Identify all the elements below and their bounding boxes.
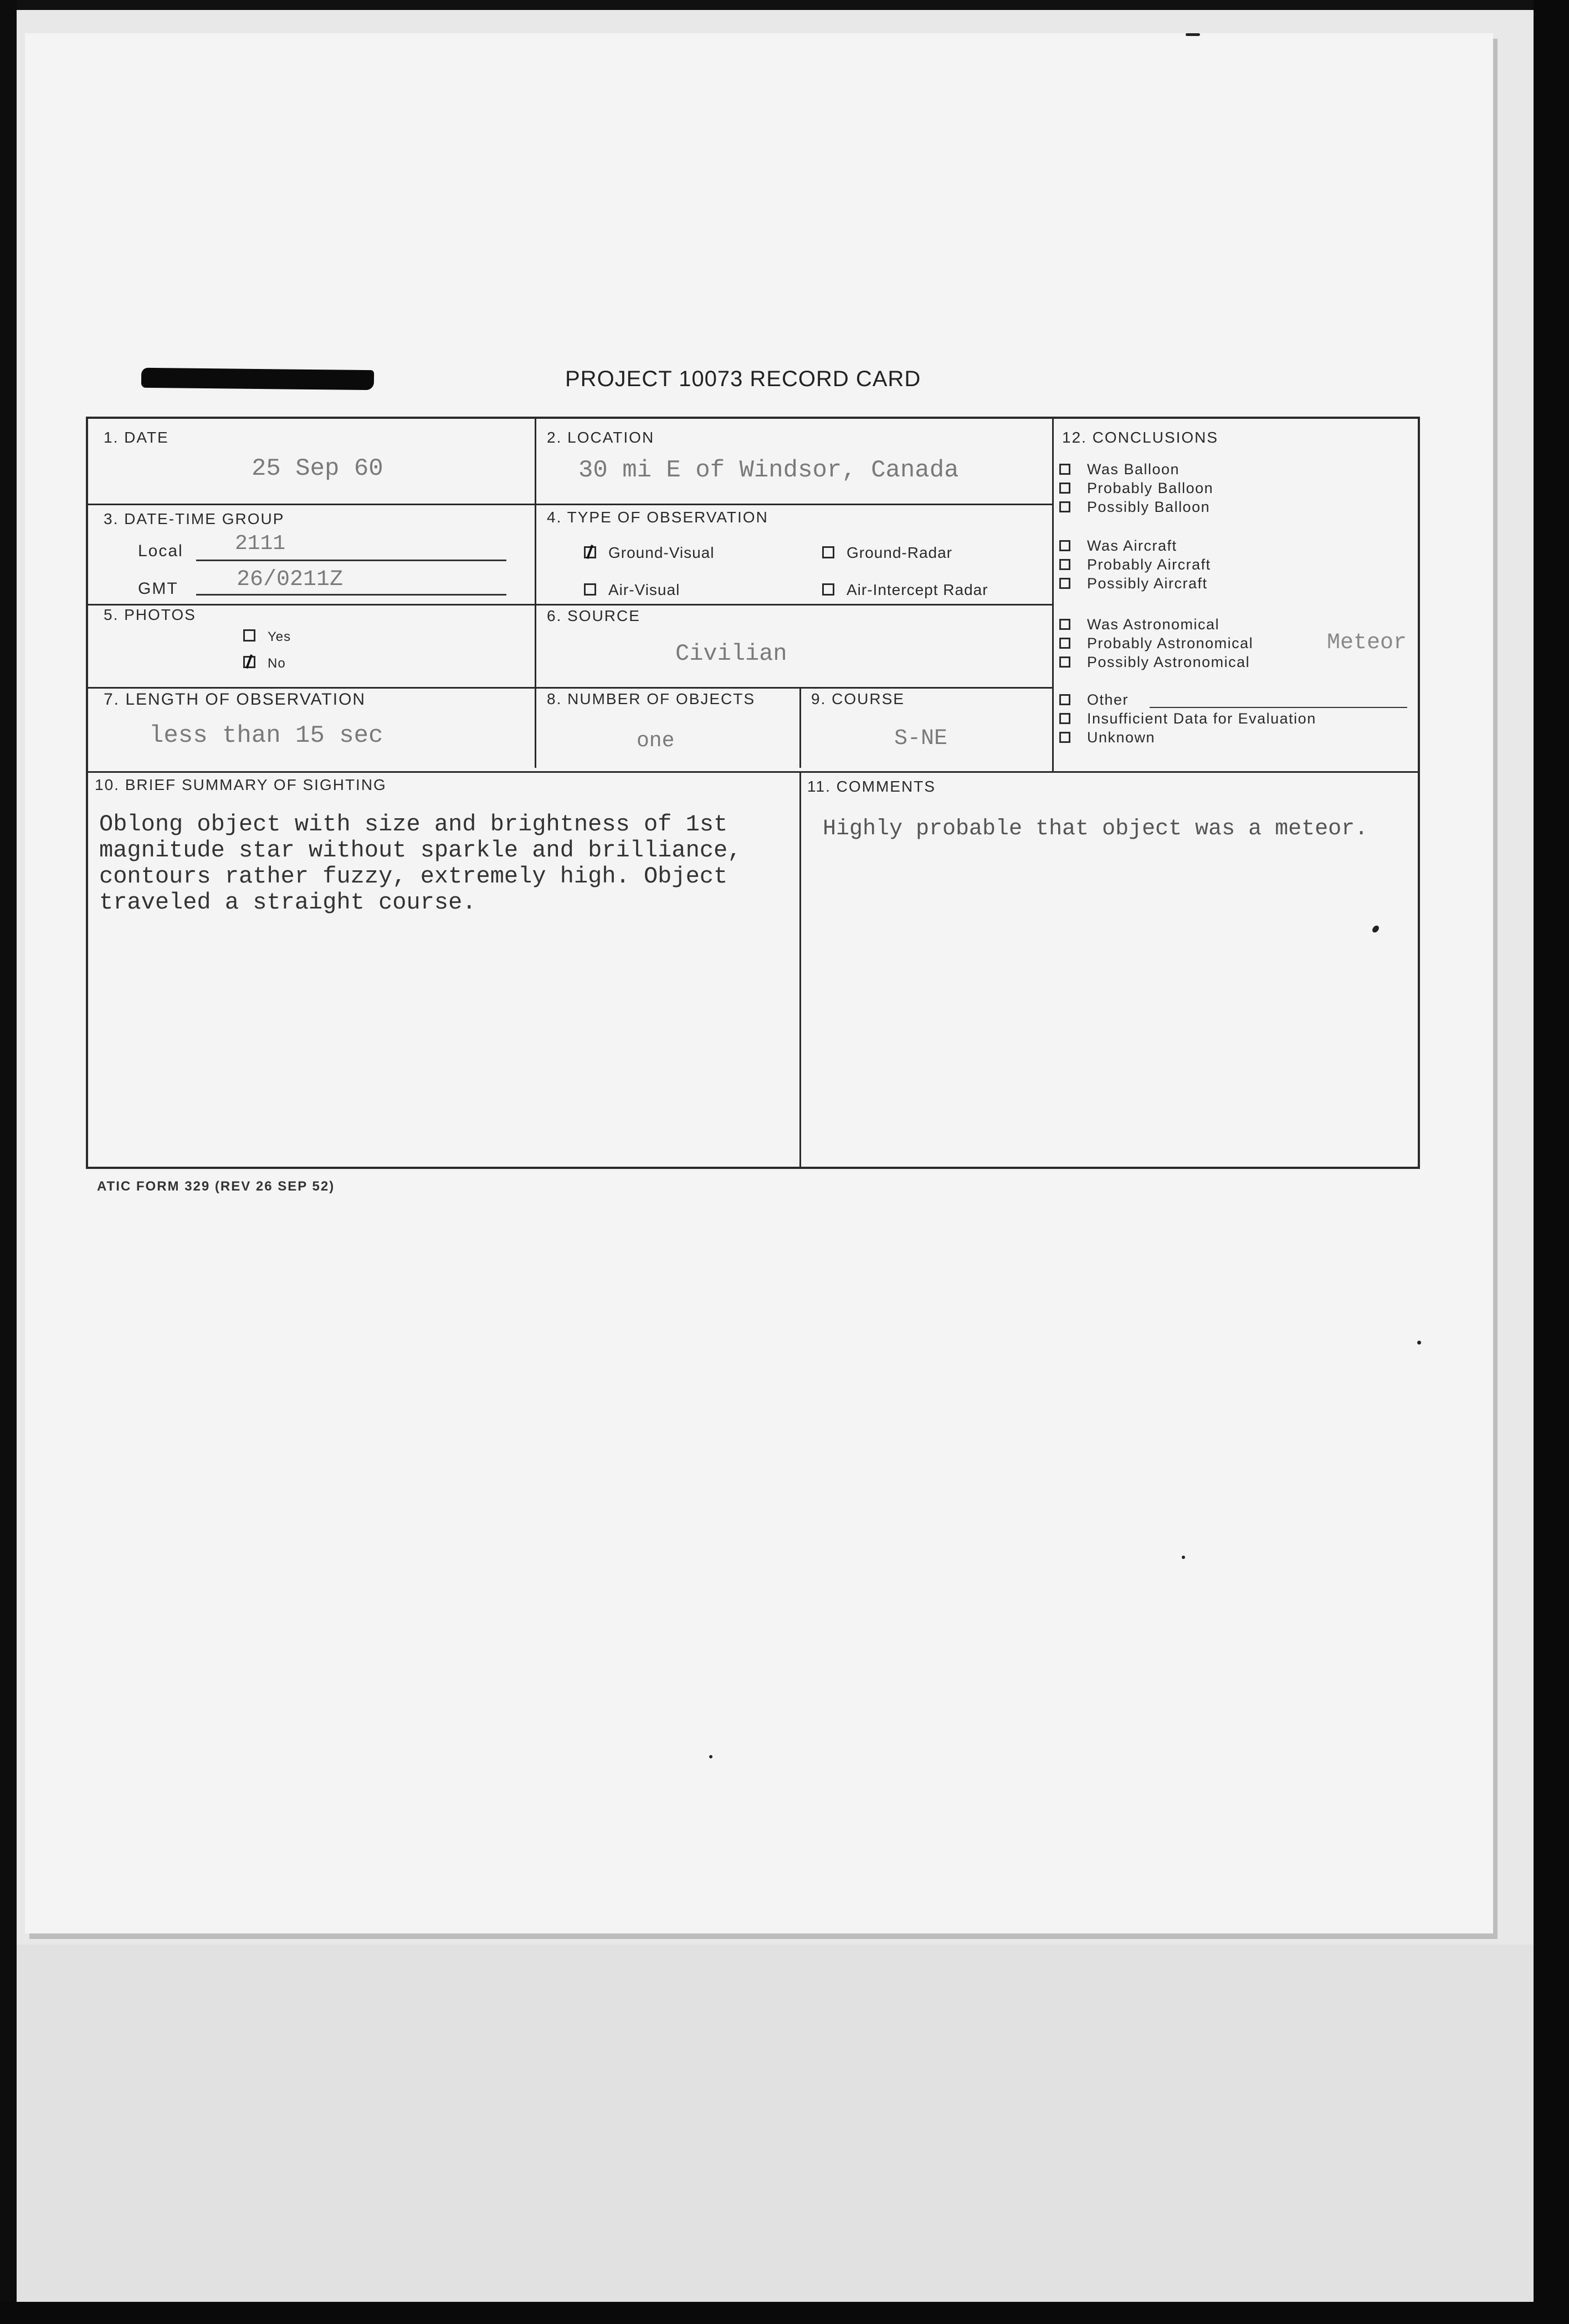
conclusion-probably-aircraft[interactable]: Probably Aircraft bbox=[1059, 555, 1211, 574]
row-divider-3 bbox=[88, 687, 1052, 689]
divider-summary-comments bbox=[799, 772, 801, 1169]
row-divider-1 bbox=[88, 504, 1052, 505]
row-divider-4 bbox=[88, 771, 1420, 773]
film-border-bottom bbox=[0, 2302, 1569, 2324]
checkbox-ground-visual[interactable] bbox=[584, 546, 596, 558]
checkbox-possibly-balloon[interactable] bbox=[1059, 501, 1070, 512]
checkbox-was-aircraft[interactable] bbox=[1059, 540, 1070, 551]
divider-count-course bbox=[799, 687, 801, 768]
source-value: Civilian bbox=[675, 640, 787, 667]
summary-line-1: Oblong object with size and brightness of 1st bbox=[99, 811, 728, 838]
checkbox-unknown[interactable] bbox=[1059, 732, 1070, 743]
course-label: 9. COURSE bbox=[811, 690, 905, 707]
course-value: S-NE bbox=[894, 726, 948, 751]
conclusion-possibly-aircraft[interactable]: Possibly Aircraft bbox=[1059, 574, 1208, 593]
option-air-intercept-radar[interactable]: Air-Intercept Radar bbox=[822, 581, 988, 599]
summary-line-4: traveled a straight course. bbox=[99, 889, 476, 916]
conclusion-unknown[interactable]: Unknown bbox=[1059, 728, 1155, 747]
speck bbox=[1182, 1556, 1185, 1559]
film-border-top bbox=[0, 0, 1569, 10]
summary-line-3: contours rather fuzzy, extremely high. Object bbox=[99, 863, 728, 890]
option-air-visual[interactable]: Air-Visual bbox=[584, 581, 680, 599]
conclusion-was-balloon[interactable]: Was Balloon bbox=[1059, 460, 1180, 479]
checkbox-insufficient-data[interactable] bbox=[1059, 713, 1070, 724]
conclusion-annotation: Meteor bbox=[1327, 630, 1407, 655]
option-photos-no[interactable]: No bbox=[243, 656, 286, 671]
checkbox-possibly-astronomical[interactable] bbox=[1059, 656, 1070, 668]
number-of-objects-label: 8. NUMBER OF OBJECTS bbox=[547, 690, 756, 707]
comments-value: Highly probable that object was a meteor. bbox=[823, 817, 1368, 842]
comments-label: 11. COMMENTS bbox=[807, 778, 936, 795]
date-time-group-label: 3. DATE-TIME GROUP bbox=[104, 510, 285, 527]
checkbox-ground-radar[interactable] bbox=[822, 546, 834, 558]
row-divider-2 bbox=[88, 604, 1052, 606]
conclusion-possibly-balloon[interactable]: Possibly Balloon bbox=[1059, 497, 1210, 516]
speck bbox=[1186, 33, 1200, 36]
card-title: PROJECT 10073 RECORD CARD bbox=[565, 367, 921, 391]
checkbox-was-balloon[interactable] bbox=[1059, 464, 1070, 475]
speck bbox=[709, 1755, 712, 1758]
checkbox-was-astronomical[interactable] bbox=[1059, 619, 1070, 630]
gmt-value: 26/0211Z bbox=[237, 567, 343, 592]
checkbox-other[interactable] bbox=[1059, 694, 1070, 705]
speck bbox=[1417, 1341, 1421, 1345]
conclusion-was-aircraft[interactable]: Was Aircraft bbox=[1059, 536, 1177, 555]
conclusion-other[interactable]: Other bbox=[1059, 690, 1129, 709]
divider-col-concl bbox=[1052, 419, 1054, 772]
conclusion-insufficient-data[interactable]: Insufficient Data for Evaluation bbox=[1059, 709, 1316, 728]
gmt-line bbox=[196, 594, 506, 596]
checkbox-air-intercept-radar[interactable] bbox=[822, 583, 834, 596]
length-label: 7. LENGTH OF OBSERVATION bbox=[104, 690, 366, 709]
location-label: 2. LOCATION bbox=[547, 429, 655, 446]
film-border-right bbox=[1534, 0, 1569, 2324]
conclusion-was-astronomical[interactable]: Was Astronomical bbox=[1059, 615, 1219, 634]
option-ground-radar[interactable]: Ground-Radar bbox=[822, 544, 952, 562]
length-value: less than 15 sec bbox=[149, 722, 383, 750]
conclusion-probably-balloon[interactable]: Probably Balloon bbox=[1059, 479, 1213, 497]
local-time-label: Local bbox=[138, 542, 183, 560]
local-time-value: 2111 bbox=[235, 532, 286, 556]
number-of-objects-value: one bbox=[637, 729, 675, 753]
checkbox-air-visual[interactable] bbox=[584, 583, 596, 596]
conclusions-label: 12. CONCLUSIONS bbox=[1062, 429, 1219, 446]
date-label: 1. DATE bbox=[104, 429, 169, 446]
option-photos-yes[interactable]: Yes bbox=[243, 629, 291, 645]
film-border-left bbox=[0, 0, 17, 2324]
divider-col2 bbox=[535, 419, 536, 768]
local-time-line bbox=[196, 560, 506, 561]
checkbox-probably-aircraft[interactable] bbox=[1059, 559, 1070, 570]
underlying-page bbox=[17, 1945, 1534, 2302]
redaction-mark bbox=[141, 368, 374, 390]
option-ground-visual[interactable]: Ground-Visual bbox=[584, 544, 714, 562]
observation-type-label: 4. TYPE OF OBSERVATION bbox=[547, 509, 768, 526]
conclusion-possibly-astronomical[interactable]: Possibly Astronomical bbox=[1059, 653, 1250, 671]
source-label: 6. SOURCE bbox=[547, 607, 640, 624]
checkbox-possibly-aircraft[interactable] bbox=[1059, 578, 1070, 589]
summary-label: 10. BRIEF SUMMARY OF SIGHTING bbox=[95, 776, 387, 793]
date-value: 25 Sep 60 bbox=[252, 455, 383, 483]
checkbox-photos-yes[interactable] bbox=[243, 629, 255, 642]
checkbox-photos-no[interactable] bbox=[243, 656, 255, 668]
conclusion-probably-astronomical[interactable]: Probably Astronomical bbox=[1059, 634, 1253, 653]
form-id: ATIC FORM 329 (REV 26 SEP 52) bbox=[97, 1179, 335, 1194]
checkbox-probably-astronomical[interactable] bbox=[1059, 638, 1070, 649]
location-value: 30 mi E of Windsor, Canada bbox=[578, 456, 959, 484]
checkbox-probably-balloon[interactable] bbox=[1059, 483, 1070, 494]
record-card bbox=[86, 417, 1420, 1169]
photos-label: 5. PHOTOS bbox=[104, 606, 196, 623]
other-line bbox=[1150, 707, 1407, 708]
gmt-label: GMT bbox=[138, 579, 178, 598]
summary-line-2: magnitude star without sparkle and brilliance, bbox=[99, 837, 742, 864]
